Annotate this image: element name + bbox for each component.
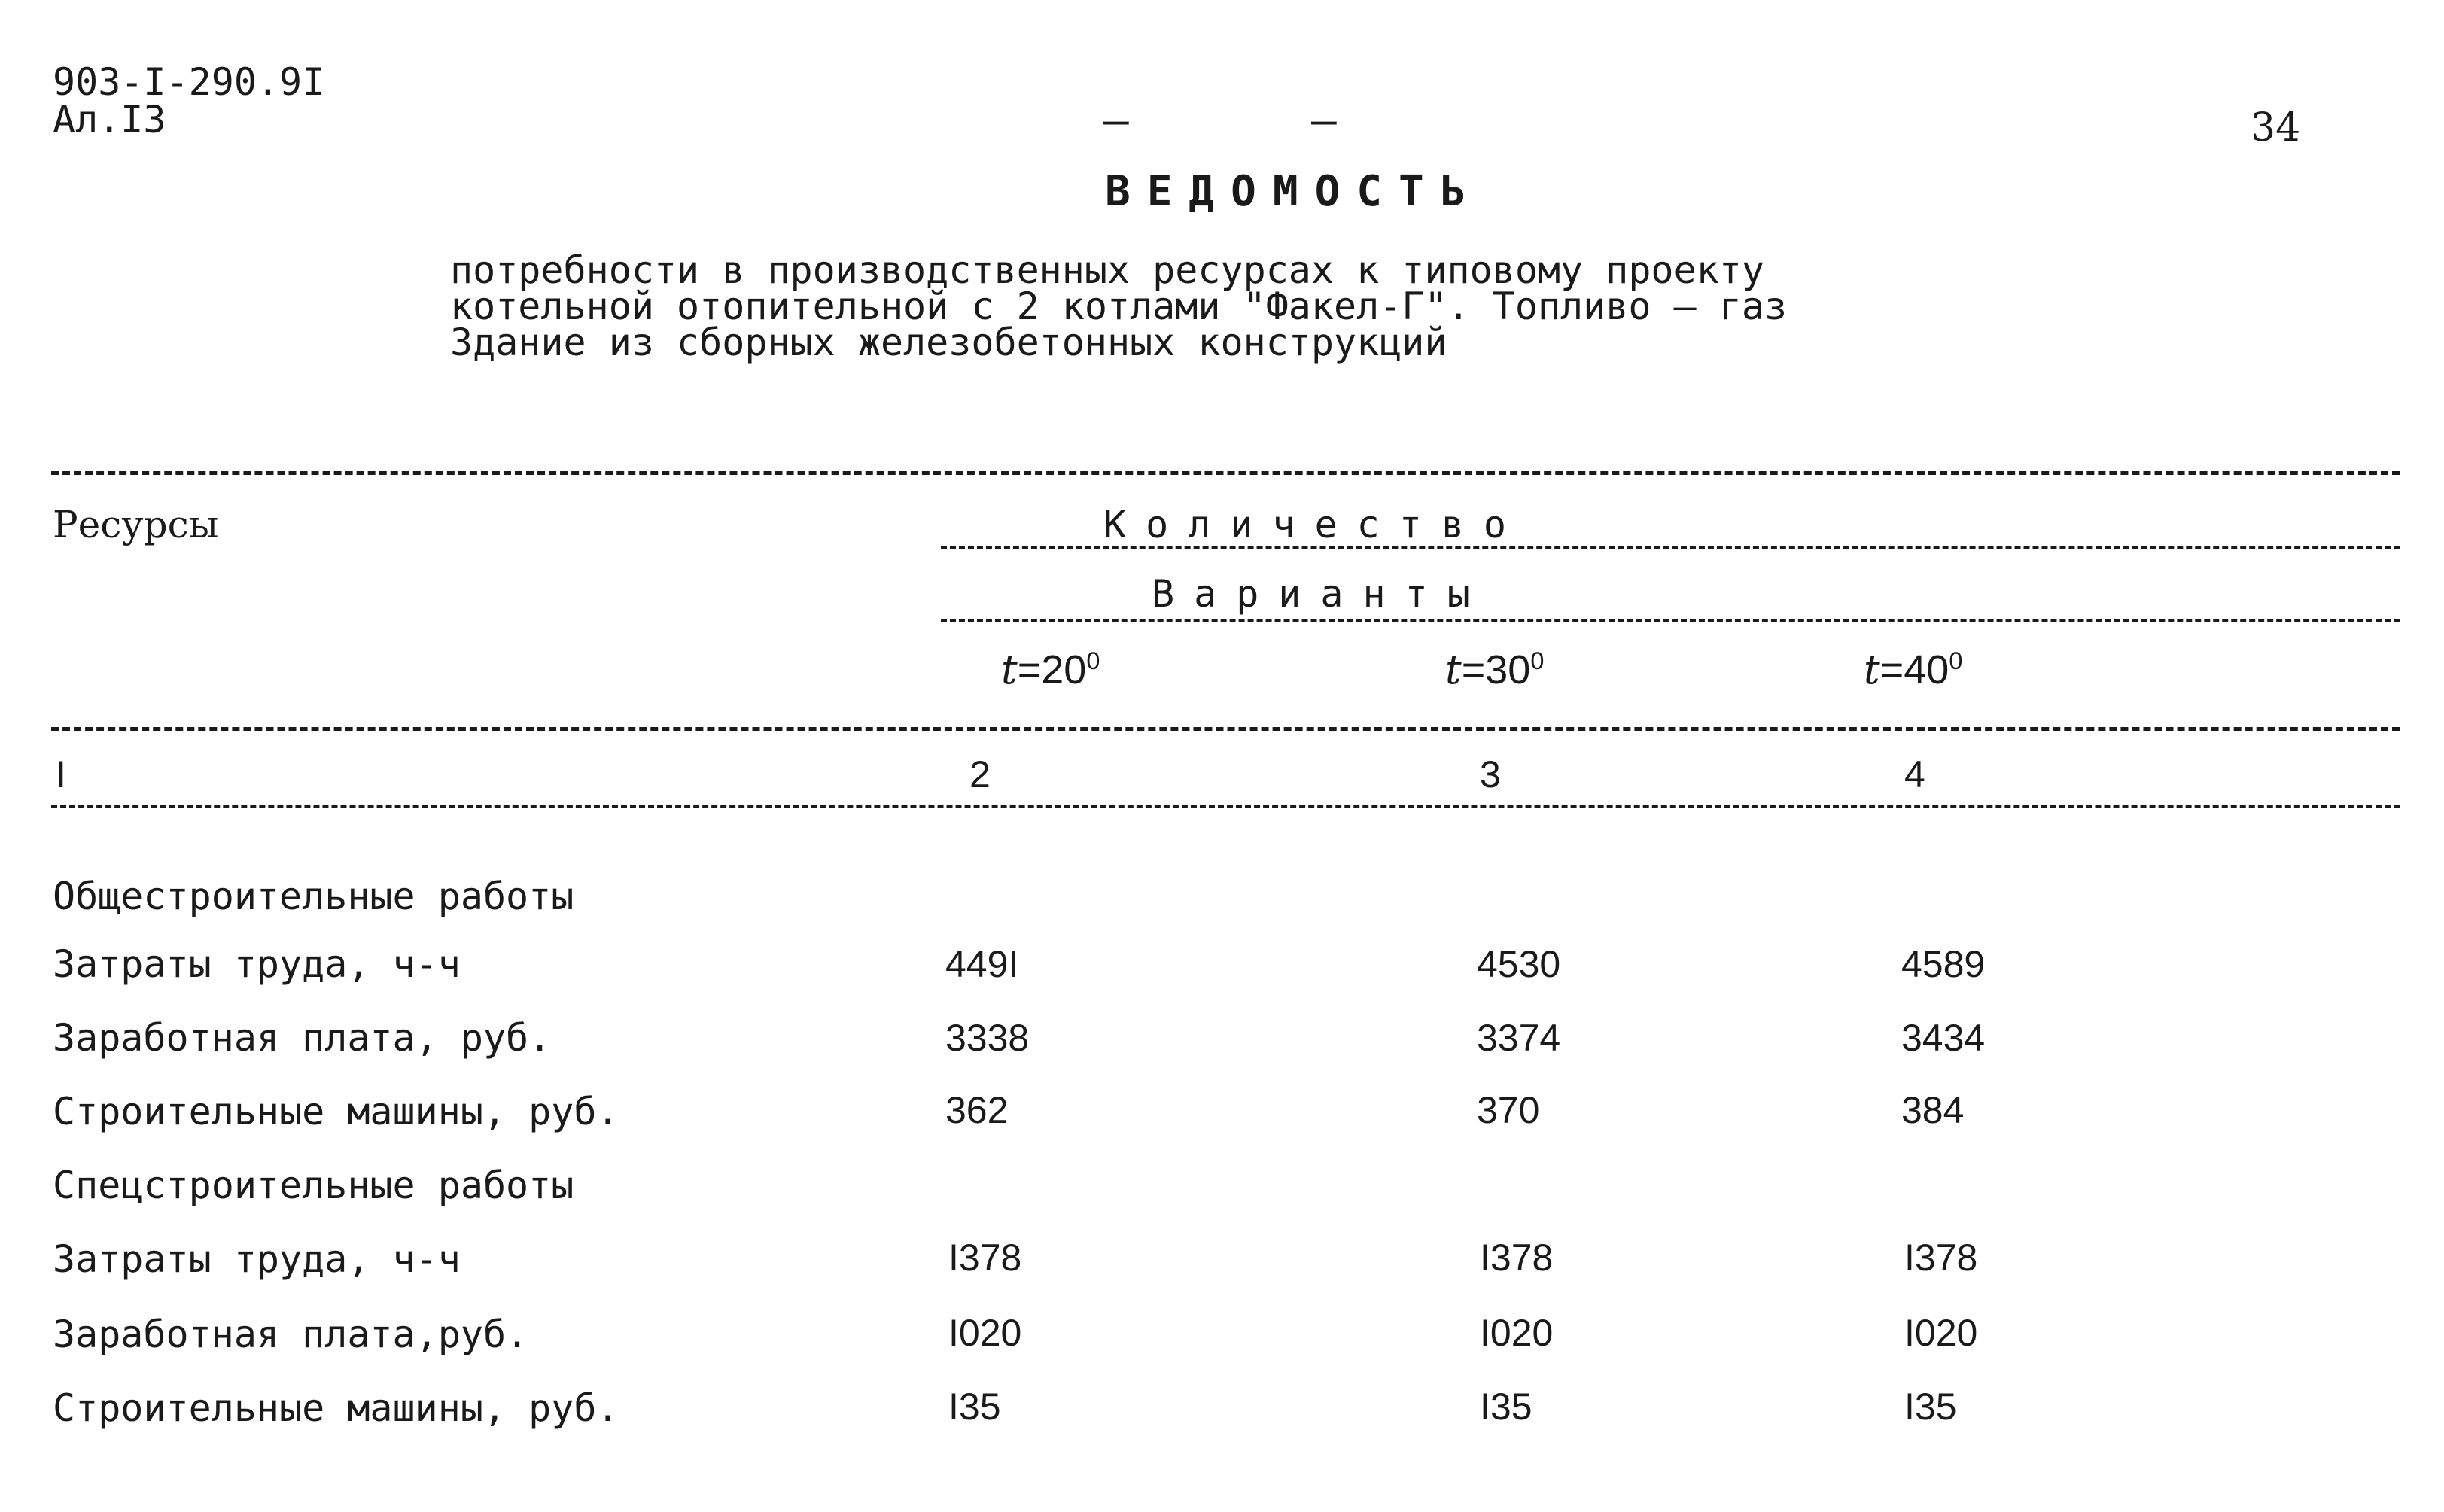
row-label: Затраты труда, ч-ч	[53, 942, 461, 986]
row-value-col3: I378	[1480, 1237, 1554, 1279]
row-label: Строительные машины, руб.	[53, 1386, 619, 1430]
row-value-col4: I020	[1904, 1312, 1978, 1354]
header-variants: Варианты	[1152, 572, 1490, 616]
row-value-col2: I378	[948, 1237, 1022, 1279]
column-number-1: I	[56, 753, 66, 796]
subtitle-line-3: Здание из сборных железобетонных конструкций	[450, 321, 1447, 364]
row-value-col3: 370	[1477, 1089, 1540, 1131]
header-quantity: Количество	[1103, 503, 1526, 546]
page-number: 34	[2251, 105, 2301, 151]
row-label: Спецстроительные работы	[53, 1164, 574, 1207]
row-value-col4: 4589	[1901, 943, 1986, 985]
row-value-col3: I35	[1480, 1386, 1532, 1428]
degree-mark: 0	[1949, 647, 1963, 674]
variant-header-2	[1445, 646, 1544, 693]
column-number-3: 3	[1480, 753, 1501, 796]
row-label: Заработная плата, руб.	[53, 1016, 552, 1060]
variant-value: =20	[1017, 647, 1087, 692]
row-value-col2: 3338	[945, 1017, 1030, 1059]
column-numbers-rule	[51, 805, 2400, 808]
variant-header-1	[1001, 646, 1100, 693]
variant-value: =40	[1879, 647, 1949, 692]
document-code: 903-I-290.9I	[53, 60, 325, 104]
row-label: Затраты труда, ч-ч	[53, 1237, 461, 1281]
degree-mark: 0	[1530, 647, 1545, 674]
row-value-col2: I020	[948, 1312, 1022, 1354]
row-value-col2: 362	[945, 1089, 1009, 1131]
row-value-col3: 3374	[1477, 1017, 1561, 1059]
row-label: Общестроительные работы	[53, 875, 574, 918]
variants-rule	[941, 619, 2400, 622]
sheet-number: Ал.I3	[53, 98, 166, 141]
quantity-rule	[941, 546, 2400, 549]
row-value-col2: I35	[948, 1386, 1001, 1428]
subtitle-line-1: потребности в производственных ресурсах к типовому проекту	[450, 248, 1764, 292]
variant-value: =30	[1461, 647, 1531, 692]
degree-mark: 0	[1086, 647, 1100, 674]
row-value-col3: 4530	[1477, 943, 1561, 985]
header-resources: Ресурсы	[53, 503, 219, 546]
row-value-col3: I020	[1480, 1312, 1554, 1354]
dash-left: –	[1103, 96, 1129, 145]
row-value-col4: I378	[1904, 1237, 1978, 1279]
header-bottom-rule	[51, 727, 2400, 731]
row-value-col4: 384	[1901, 1089, 1965, 1131]
table-top-rule	[51, 471, 2400, 475]
document-title: ВЕДОМОСТЬ	[1105, 167, 1483, 216]
variant-symbol: t	[1001, 646, 1018, 693]
row-label: Строительные машины, руб.	[53, 1090, 619, 1133]
row-value-col4: I35	[1904, 1386, 1957, 1428]
row-label: Заработная плата,руб.	[53, 1313, 529, 1356]
subtitle-line-2: котельной отопительной с 2 котлами "Факел-Г". Топливо – газ	[450, 284, 1788, 328]
variant-header-3	[1864, 646, 1962, 693]
column-number-4: 4	[1904, 753, 1925, 796]
dash-right: –	[1311, 96, 1337, 145]
column-number-2: 2	[969, 753, 991, 796]
variant-symbol: t	[1864, 646, 1880, 693]
variant-symbol: t	[1445, 646, 1462, 693]
row-value-col4: 3434	[1901, 1017, 1986, 1059]
row-value-col2: 449I	[945, 943, 1019, 985]
